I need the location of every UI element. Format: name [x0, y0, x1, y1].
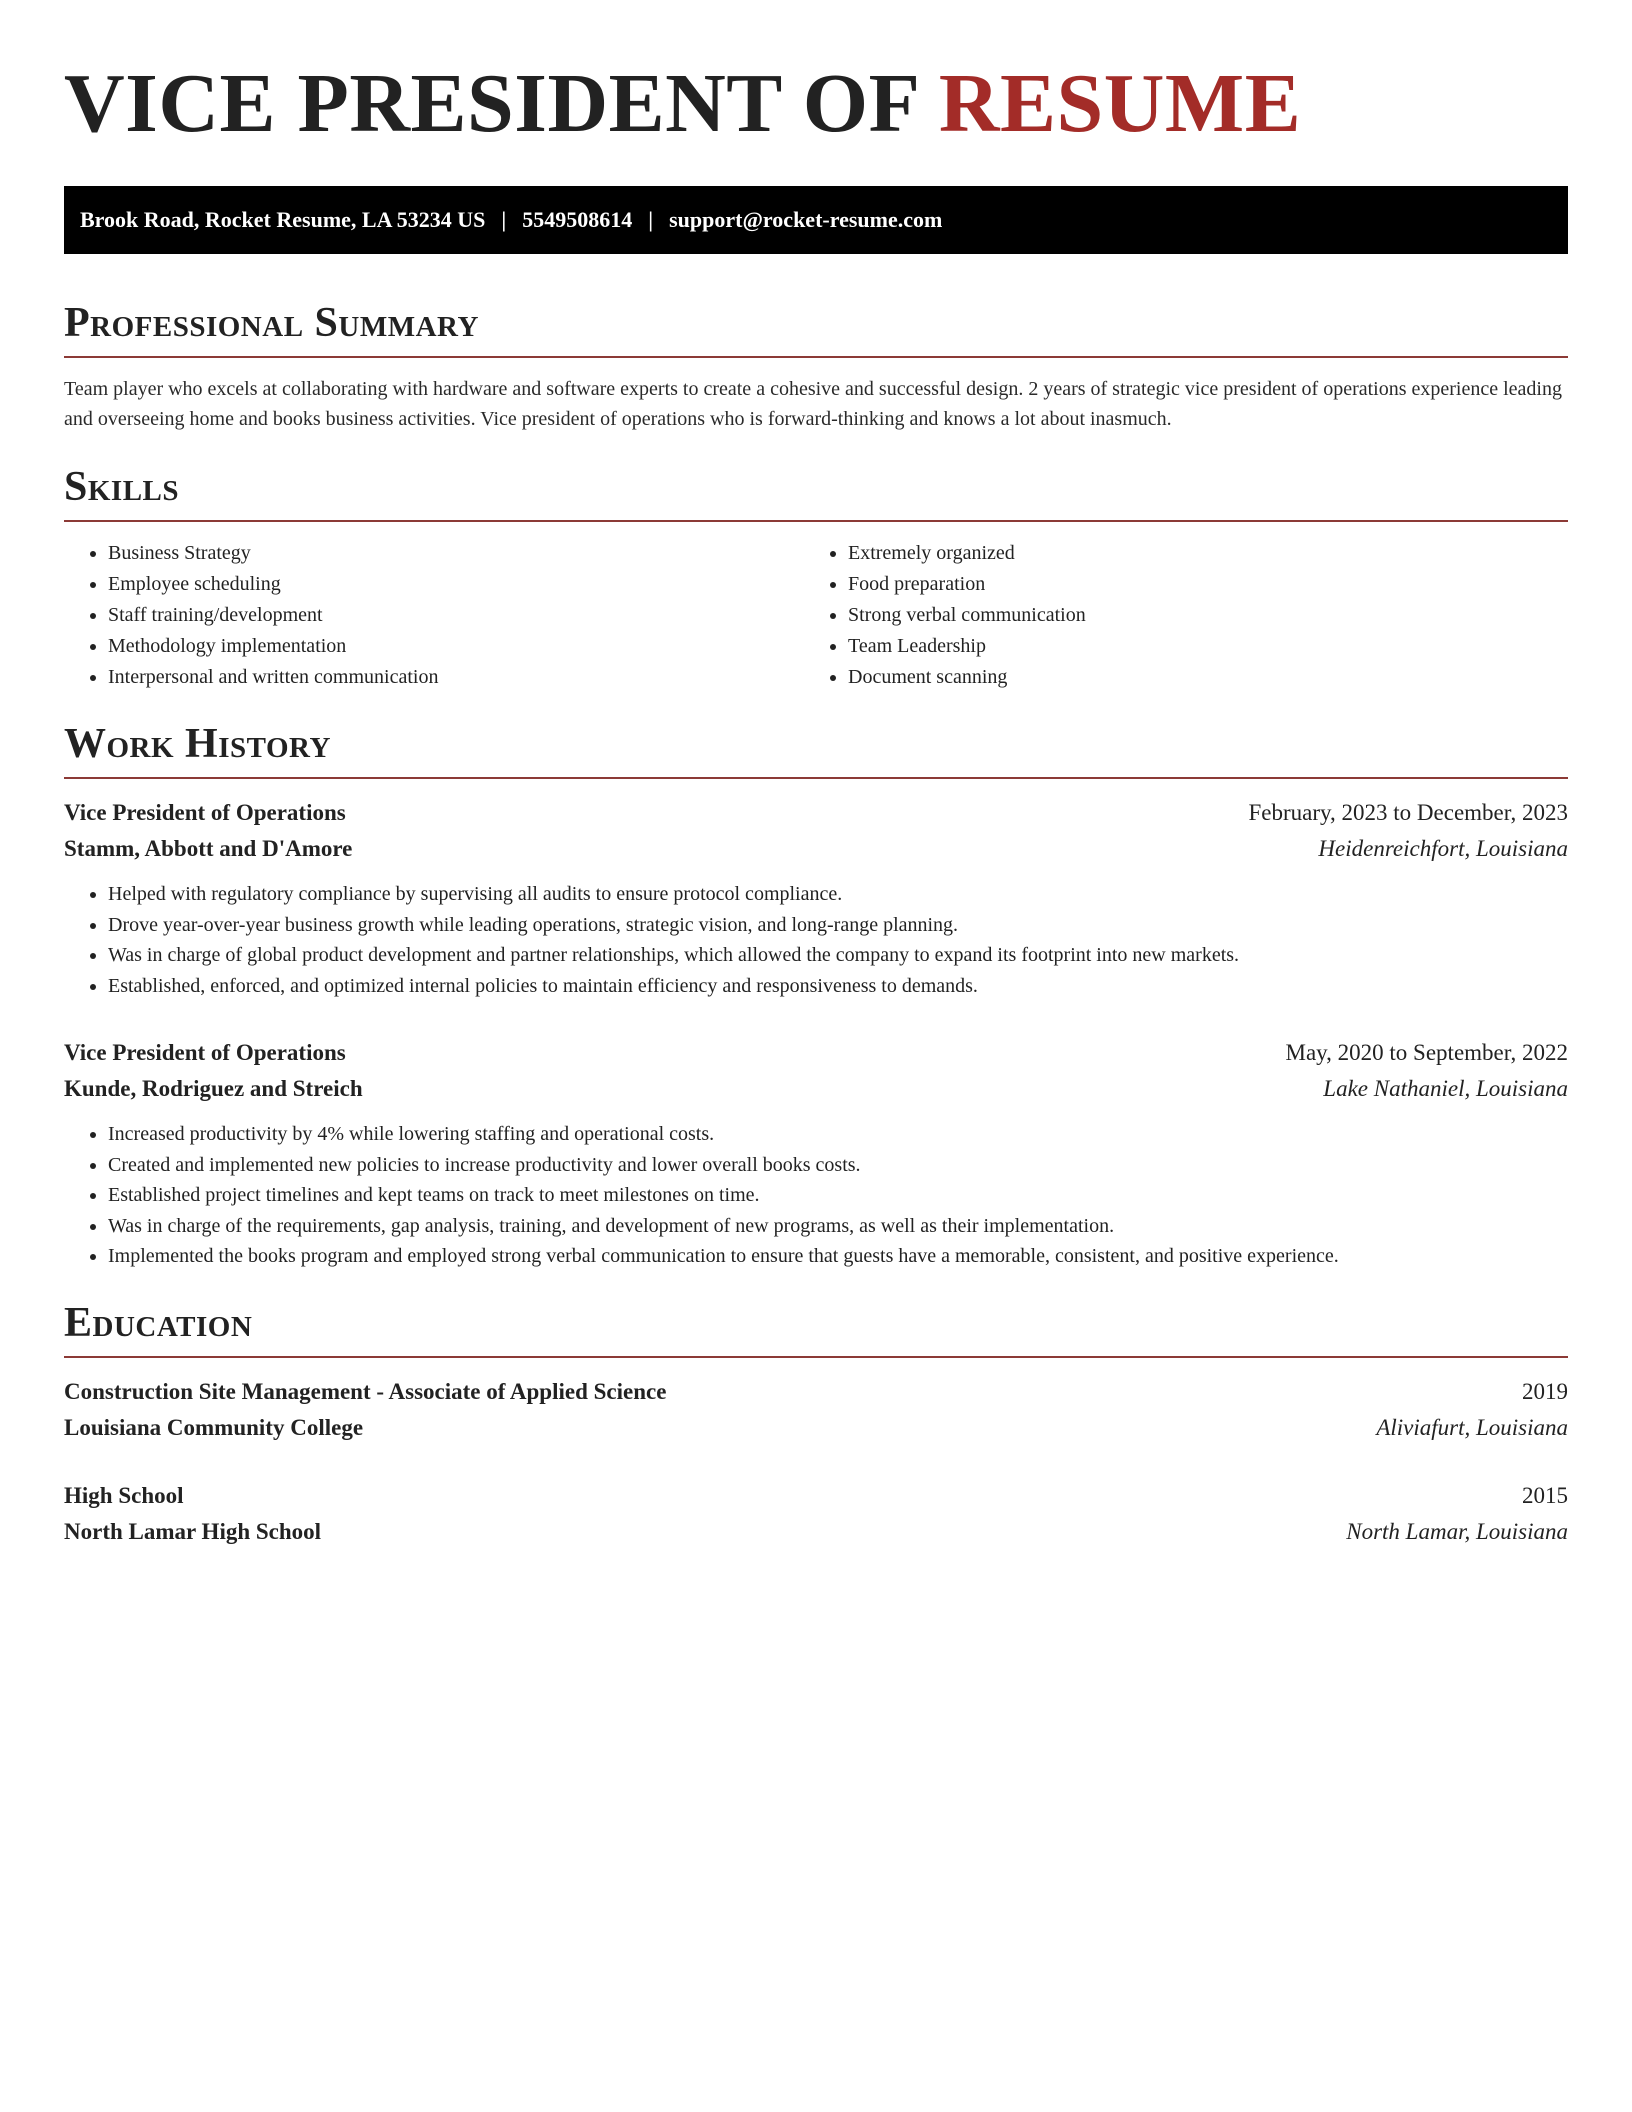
job-bullet: • Established, enforced, and optimized internal policies to maintain efficiency and responsiveness to demands.	[108, 971, 1568, 1002]
job-dates: February, 2023 to December, 2023	[1248, 800, 1568, 825]
skill-item: • Extremely organized	[848, 538, 1544, 569]
skills-list-right	[804, 538, 1544, 693]
contact-address: Brook Road, Rocket Resume, LA 53234 US	[80, 207, 486, 232]
skills-list-left	[64, 538, 804, 693]
education-subheader	[64, 1410, 1568, 1446]
job-bullet: • Created and implemented new policies to increase productivity and lower overall books costs.	[108, 1150, 1568, 1181]
education-entry	[64, 1478, 1568, 1550]
job-title: Vice President of Operations	[64, 1040, 346, 1065]
section-divider	[64, 777, 1568, 779]
summary-text: Team player who excels at collaborating with hardware and software experts to create a cohesive and successful design. 2 years of strategic vice president of operations experience leading and overseeing home and books business activities. Vice president of operations who is forward-thinking and knows a lot about inasmuch.	[64, 378, 1562, 430]
skills-section	[64, 462, 1568, 693]
job-subheader	[64, 1071, 1568, 1107]
education-location: Aliviafurt, Louisiana	[1376, 1414, 1568, 1440]
job-dates: May, 2020 to September, 2022	[1285, 1040, 1568, 1065]
skills-columns	[64, 538, 1568, 693]
skill-item: • Strong verbal communication	[848, 600, 1544, 631]
job-bullet: • Was in charge of the requirements, gap analysis, training, and development of new programs, as well as their implementation.	[108, 1211, 1568, 1242]
education-location: North Lamar, Louisiana	[1346, 1518, 1568, 1544]
summary-heading: Professional Summary	[64, 300, 479, 346]
section-divider	[64, 356, 1568, 358]
resume-title	[64, 56, 1568, 152]
work-section	[64, 719, 1568, 1272]
skill-item: • Interpersonal and written communication	[108, 662, 804, 693]
education-entry	[64, 1374, 1568, 1446]
education-degree: Construction Site Management - Associate of Applied Science	[64, 1378, 667, 1404]
job-bullet: • Was in charge of global product development and partner relationships, which allowed the company to expand its footprint into new markets.	[108, 940, 1568, 971]
job-bullets	[64, 1119, 1568, 1272]
job-bullet: • Drove year-over-year business growth while leading operations, strategic vision, and long-range planning.	[108, 910, 1568, 941]
summary-section	[64, 298, 1568, 434]
job-company: Stamm, Abbott and D'Amore	[64, 836, 353, 861]
education-degree: High School	[64, 1482, 184, 1508]
job-bullet: • Established project timelines and kept teams on track to meet milestones on time.	[108, 1180, 1568, 1211]
job-company: Kunde, Rodriguez and Streich	[64, 1076, 363, 1101]
title-accent: RESUME	[938, 57, 1302, 150]
section-divider	[64, 520, 1568, 522]
contact-separator: |	[648, 207, 654, 232]
job-bullets	[64, 879, 1568, 1001]
job-bullet: • Increased productivity by 4% while lowering staffing and operational costs.	[108, 1119, 1568, 1150]
section-divider	[64, 1356, 1568, 1358]
skill-item: • Business Strategy	[108, 538, 804, 569]
education-section	[64, 1298, 1568, 1550]
job-title: Vice President of Operations	[64, 800, 346, 825]
skills-heading: Skills	[64, 464, 180, 510]
job-header	[64, 795, 1568, 831]
education-header	[64, 1374, 1568, 1410]
skill-item: • Employee scheduling	[108, 569, 804, 600]
contact-separator: |	[501, 207, 507, 232]
education-school: Louisiana Community College	[64, 1414, 364, 1440]
title-main: VICE PRESIDENT OF	[64, 57, 918, 150]
job-location: Heidenreichfort, Louisiana	[1318, 836, 1568, 861]
education-subheader	[64, 1514, 1568, 1550]
job-entry	[64, 1035, 1568, 1272]
skill-item: • Document scanning	[848, 662, 1544, 693]
job-entry	[64, 795, 1568, 1001]
education-year: 2019	[1522, 1378, 1568, 1404]
skill-item: • Team Leadership	[848, 631, 1544, 662]
job-header	[64, 1035, 1568, 1071]
education-year: 2015	[1522, 1482, 1568, 1508]
education-school: North Lamar High School	[64, 1518, 322, 1544]
job-subheader	[64, 831, 1568, 867]
job-bullet: • Helped with regulatory compliance by supervising all audits to ensure protocol compliance.	[108, 879, 1568, 910]
contact-bar	[64, 186, 1568, 254]
job-bullet: • Implemented the books program and employed strong verbal communication to ensure that guests have a memorable, consistent, and positive experience.	[108, 1241, 1568, 1272]
education-heading: Education	[64, 1299, 253, 1346]
skill-item: • Methodology implementation	[108, 631, 804, 662]
contact-phone: 5549508614	[522, 207, 633, 232]
education-header	[64, 1478, 1568, 1514]
job-location: Lake Nathaniel, Louisiana	[1323, 1076, 1568, 1101]
contact-email: support@rocket-resume.com	[669, 207, 943, 232]
work-heading: Work History	[64, 721, 331, 767]
skill-item: • Food preparation	[848, 569, 1544, 600]
skill-item: • Staff training/development	[108, 600, 804, 631]
